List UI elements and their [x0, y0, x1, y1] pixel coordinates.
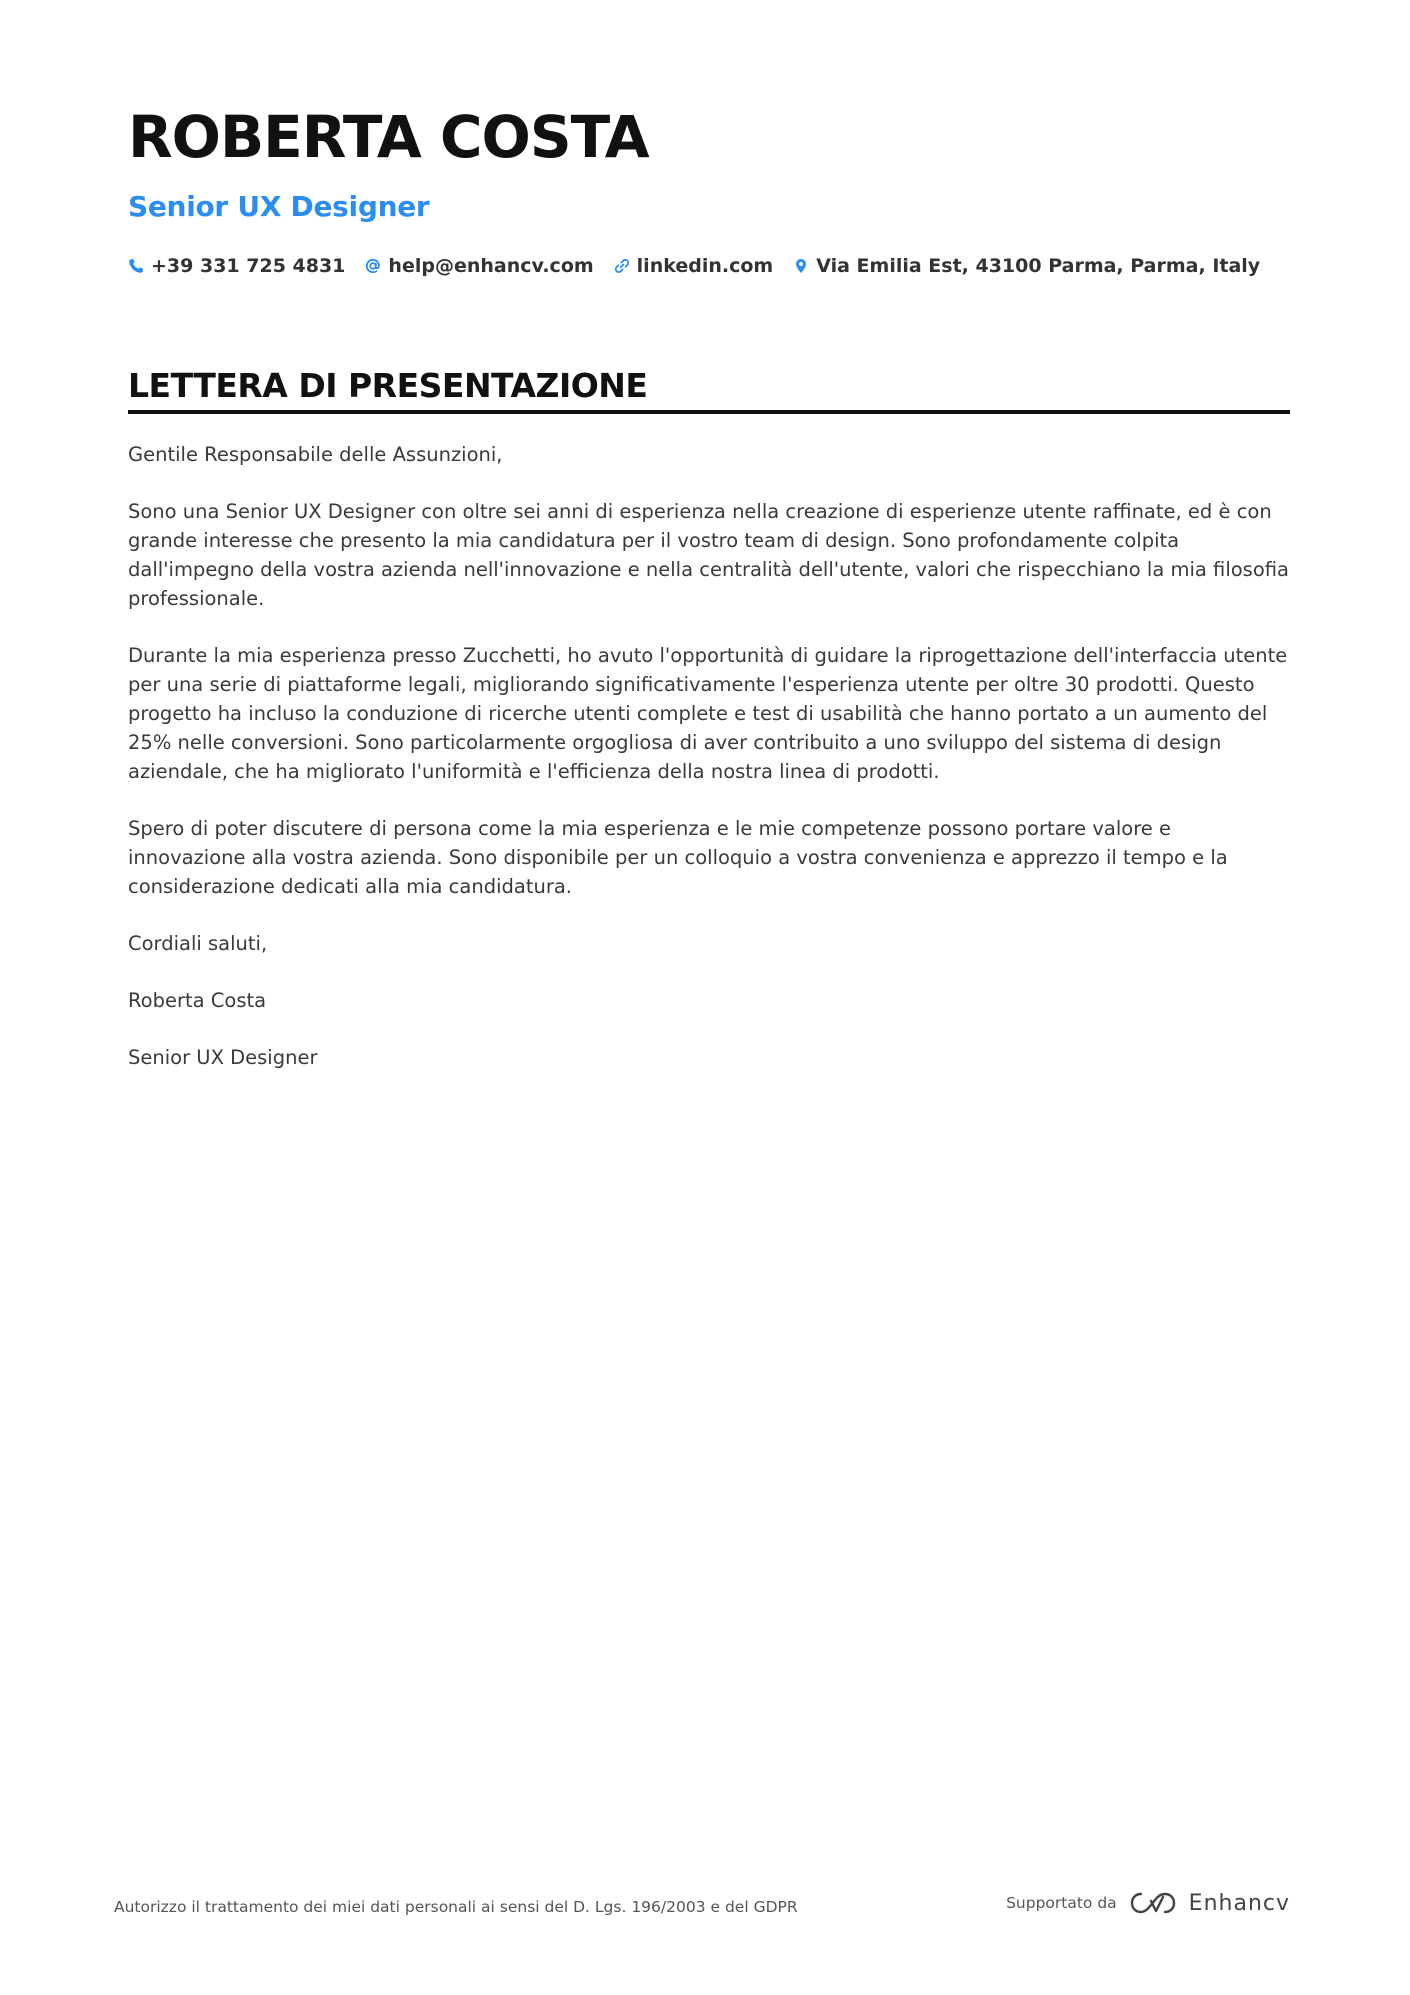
candidate-role: Senior UX Designer — [128, 190, 430, 223]
contact-linkedin[interactable] — [614, 255, 774, 277]
enhancv-logo-icon — [1129, 1890, 1177, 1916]
powered-by-label: Supportato da — [1006, 1894, 1117, 1912]
letter-closing: Cordiali saluti, — [128, 932, 268, 955]
contact-location — [793, 255, 1260, 277]
letter-paragraph: Sono una Senior UX Designer con oltre sei anni di esperienza nella creazione di esperienze utente raffinate, ed è con grande interesse che presento la mia candidatura per il vostro team di design. Sono profondamente colpita dall'impegno della vostra azienda nell'innovazione e nella centralità dell'utente, valori che rispecchiano la mia filosofia professionale. — [128, 500, 1289, 610]
contact-email-text: help@enhancv.com — [388, 255, 594, 277]
contact-email[interactable] — [365, 255, 593, 277]
link-icon — [614, 258, 630, 274]
letter-paragraph: Durante la mia esperienza presso Zucchetti, ho avuto l'opportunità di guidare la riprogettazione dell'interfaccia utente per una serie di piattaforme legali, migliorando significativamente l'esperienza utente per oltre 30 prodotti. Questo progetto ha incluso la conduzione di ricerche utenti complete e test di usabilità che hanno portato a un aumento del 25% nelle conversioni. Sono particolarmente orgogliosa di aver contribuito a uno sviluppo del sistema di design aziendale, che ha migliorato l'uniformità e l'efficienza della nostra linea di prodotti. — [128, 644, 1288, 783]
phone-icon — [128, 258, 144, 274]
at-icon — [365, 258, 381, 274]
contact-phone[interactable] — [128, 255, 345, 277]
signature-name: Roberta Costa — [128, 989, 267, 1012]
contact-bar — [128, 255, 1280, 277]
candidate-name: ROBERTA COSTA — [128, 103, 649, 171]
powered-by[interactable] — [1006, 1890, 1290, 1916]
contact-location-text: Via Emilia Est, 43100 Parma, Parma, Italy — [816, 255, 1261, 277]
enhancv-brand: Enhancv — [1188, 1890, 1290, 1916]
privacy-consent: Autorizzo il trattamento dei miei dati personali ai sensi del D. Lgs. 196/2003 e del GDPR — [114, 1898, 798, 1916]
letter-paragraph: Spero di poter discutere di persona come la mia esperienza e le mie competenze possono portare valore e innovazione alla vostra azienda. Sono disponibile per un colloquio a vostra convenienza e apprezzo il tempo e la considerazione dedicati alla mia candidatura. — [128, 817, 1228, 898]
location-pin-icon — [793, 258, 809, 274]
section-divider — [128, 410, 1290, 414]
section-title: LETTERA DI PRESENTAZIONE — [128, 366, 648, 405]
contact-phone-text: +39 331 725 4831 — [151, 255, 346, 277]
signature-title: Senior UX Designer — [128, 1046, 318, 1069]
letter-body — [128, 440, 1290, 1100]
letter-greeting: Gentile Responsabile delle Assunzioni, — [128, 443, 503, 466]
contact-linkedin-text: linkedin.com — [636, 255, 774, 277]
